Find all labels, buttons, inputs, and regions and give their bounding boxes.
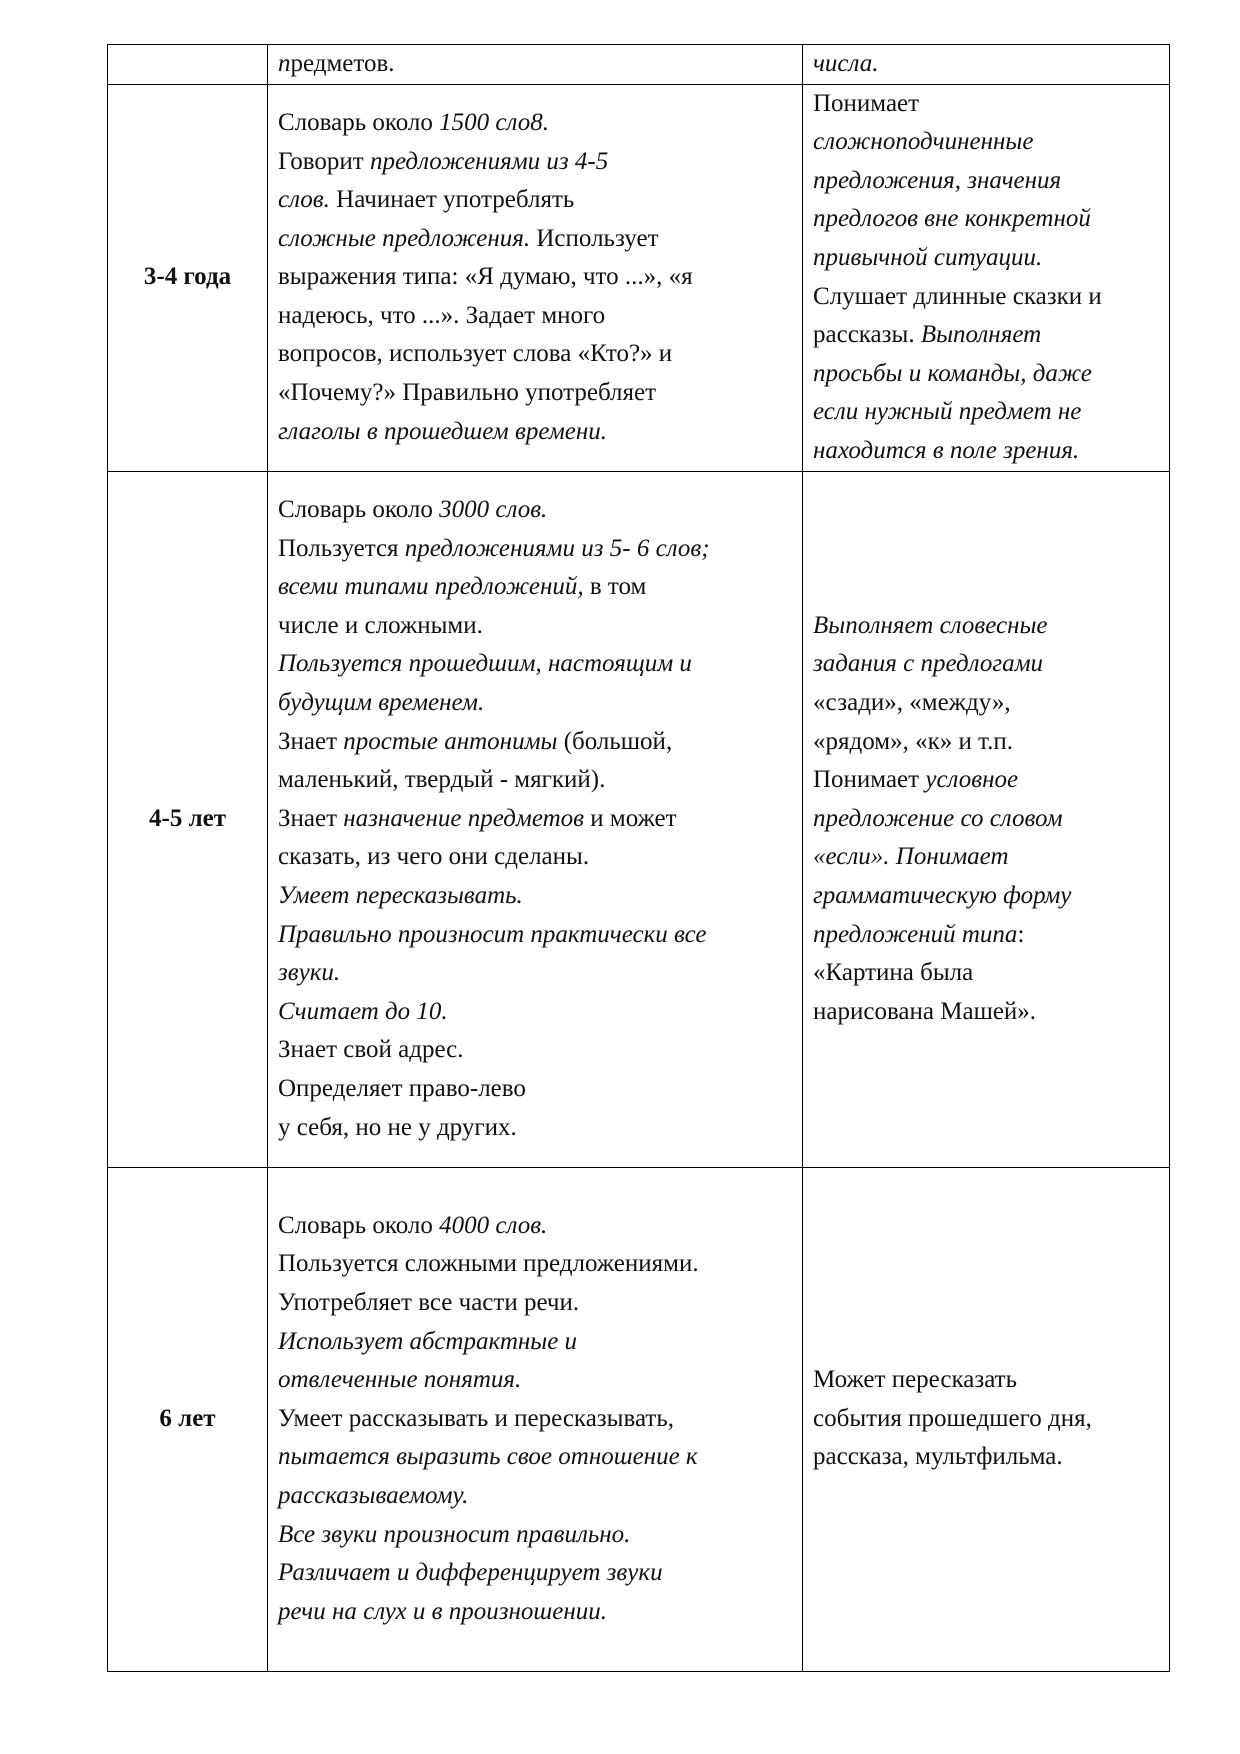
text-line [278,993,796,1032]
italic-text-run: рассказываемому. [278,1481,469,1509]
text-line [278,954,796,993]
italic-text-run: условное [925,766,1019,794]
text-run: у себя, но не у других. [278,1113,517,1141]
text-line [278,1477,796,1516]
italic-text-run: 3000 слов. [439,496,548,524]
text-run: Говорит [278,147,370,175]
italic-text-run: простые антонимы [343,727,558,755]
text-line [278,530,796,569]
italic-text-run: Все звуки произносит правильно. [278,1520,631,1548]
text-line [813,239,1163,278]
text-run: Пользуется сложными предложениями. [278,1250,699,1278]
expressive-speech-cell [268,84,803,471]
cell-text [278,45,796,84]
expressive-speech-cell [268,471,803,1167]
text-run: Умеет рассказывать и пересказывать, [278,1404,674,1432]
text-line [278,607,796,646]
italic-text-run: сложные предложения. [278,224,531,252]
italic-text-run: Использует абстрактные и [278,1327,578,1355]
italic-text-run: предложения, значения [813,166,1062,194]
text-line [278,1070,796,1109]
text-run: Словарь около [278,1211,440,1239]
impressive-speech-cell [803,471,1170,1167]
text-line [278,491,796,530]
text-run: Употребляет все части речи. [278,1289,580,1317]
italic-text-run: предложениями из 4-5 [369,147,609,175]
text-line [278,1031,796,1070]
text-run: числе и сложными. [278,611,483,639]
text-line [278,1438,796,1477]
text-line [278,761,796,800]
text-line [813,45,1163,84]
text-run: редметов. [290,50,395,77]
italic-text-run: предложениями из 5- 6 слов; [404,534,710,562]
text-line [813,432,1163,471]
italic-text-run: задания с предлогами [813,650,1044,678]
text-run: Словарь около [278,108,440,136]
text-run: «Почему?» Правильно употребляет [278,379,657,407]
text-run: «сзади», «между», [813,689,1011,717]
text-line [278,1516,796,1555]
cell-text [813,607,1163,1032]
text-run: нарисована Машей». [813,997,1037,1025]
text-line [278,1245,796,1284]
italic-text-run: п [278,50,291,77]
text-run: сказать, из чего они сделаны. [278,843,590,871]
text-line [813,1438,1163,1477]
italic-text-run: грамматическую форму [813,881,1072,909]
text-run: рассказы. [813,321,921,349]
text-run: рассказа, мультфильма. [813,1443,1063,1471]
text-line [278,1109,796,1148]
text-line [278,45,796,84]
text-run: Словарь около [278,496,440,524]
text-line [278,181,796,220]
speech-development-table [107,44,1170,1672]
table-row [108,84,1170,471]
italic-text-run: речи на слух и в произношении. [278,1597,608,1625]
italic-text-run: слов. [278,186,330,214]
italic-text-run: будущим временем. [278,689,485,717]
expressive-speech-cell [268,45,803,85]
italic-text-run: Пользуется прошедшим, настоящим и [278,650,692,678]
text-line [278,684,796,723]
text-run: в том [583,573,647,601]
text-line [813,316,1163,355]
text-line [813,800,1163,839]
text-line [813,761,1163,800]
text-line [278,374,796,413]
text-line [813,993,1163,1032]
italic-text-run: находится в поле зрения. [813,436,1080,464]
text-run: Слушает длинные сказки и [813,282,1102,310]
text-run: Понимает [813,766,926,794]
text-run: Пользуется [278,534,405,562]
text-run: Использует [530,224,659,252]
italic-text-run: предлогов вне конкретной [813,205,1091,233]
text-line [813,838,1163,877]
impressive-speech-cell [803,45,1170,85]
text-line [813,123,1163,162]
italic-text-run: назначение предметов [343,804,585,832]
text-line [278,1323,796,1362]
text-line [813,877,1163,916]
text-run: маленький, твердый - мягкий). [278,766,606,794]
text-line [278,568,796,607]
text-line [278,258,796,297]
text-line [813,200,1163,239]
text-line [813,607,1163,646]
text-run: вопросов, использует слова «Кто?» и [278,340,673,368]
text-run: Знает [278,727,344,755]
age-cell [108,45,268,85]
text-line [278,838,796,877]
text-line [278,335,796,374]
age-cell: 6 лет [108,1167,268,1671]
cell-text [813,85,1163,471]
cell-text [278,491,796,1147]
italic-text-run: Различает и дифференцирует звуки [278,1559,663,1587]
impressive-speech-cell [803,1167,1170,1671]
italic-text-run: Выполняет [920,321,1042,349]
cell-text [278,1207,796,1632]
text-line [278,723,796,762]
text-line [813,916,1163,955]
text-line [278,645,796,684]
italic-text-run: Выполняет словесные [813,611,1048,639]
text-run: выражения типа: «Я думаю, что ...», «я [278,263,693,291]
text-line [813,85,1163,124]
italic-text-run: пытается выразить свое отношение к [278,1443,698,1471]
text-line [278,104,796,143]
text-line [278,220,796,259]
italic-text-run: глаголы в прошедшем времени. [278,417,608,445]
text-run: Определяет право-лево [278,1074,526,1102]
text-line [813,645,1163,684]
text-run: «Картина была [813,959,974,987]
text-run: надеюсь, что ...». Задает много [278,301,606,329]
text-line [813,393,1163,432]
text-line [813,278,1163,317]
table-row [108,45,1170,85]
age-cell: 4-5 лет [108,471,268,1167]
text-line [278,1207,796,1246]
italic-text-run: 4000 слов. [439,1211,548,1239]
text-run: Начинает употреблять [329,186,575,214]
text-run: Знает свой адрес. [278,1036,464,1064]
italic-text-run: если нужный предмет не [813,398,1082,426]
text-line [813,954,1163,993]
text-line [278,1593,796,1632]
cell-text [278,104,796,451]
text-run: и может [584,804,677,832]
text-run: Может пересказать [813,1366,1018,1394]
italic-text-run: всеми типами предложений, [278,573,584,601]
text-line [278,297,796,336]
italic-text-run: привычной ситуации. [813,244,1043,271]
italic-text-run: Правильно произносит практически все [278,920,707,948]
text-line [278,1284,796,1323]
table-row [108,1167,1170,1671]
text-line [813,1361,1163,1400]
italic-text-run: числа. [813,50,879,77]
text-line [278,1361,796,1400]
italic-text-run: Считает до 10. [278,997,448,1025]
table-row [108,471,1170,1167]
text-line [278,877,796,916]
text-line [278,916,796,955]
italic-text-run: 1500 сло8. [439,108,549,136]
italic-text-run: «если». Понимает [813,843,1009,871]
text-line [813,1400,1163,1439]
italic-text-run: отвлеченные понятия. [278,1366,522,1394]
text-line [278,1554,796,1593]
expressive-speech-cell [268,1167,803,1671]
italic-text-run: предложение со словом [813,804,1063,832]
text-line [278,143,796,182]
italic-text-run: звуки. [278,959,341,987]
text-line [813,355,1163,394]
text-line [813,162,1163,201]
italic-text-run: Умеет пересказывать. [278,881,523,909]
text-run: события прошедшего дня, [813,1404,1092,1432]
text-line [278,413,796,452]
italic-text-run: просьбы и команды, даже [813,359,1092,387]
text-run: Знает [278,804,344,832]
cell-text [813,45,1163,84]
text-run: : [1017,920,1025,948]
text-run: (большой, [557,727,673,755]
text-line [813,684,1163,723]
text-line [278,1400,796,1439]
text-line [813,723,1163,762]
text-line [278,800,796,839]
text-run: «рядом», «к» и т.п. [813,727,1014,755]
italic-text-run: сложноподчиненные [813,128,1034,156]
age-cell: 3-4 года [108,84,268,471]
italic-text-run: предложений типа [813,920,1018,948]
text-run: Понимает [813,89,920,117]
impressive-speech-cell [803,84,1170,471]
cell-text [813,1361,1163,1477]
